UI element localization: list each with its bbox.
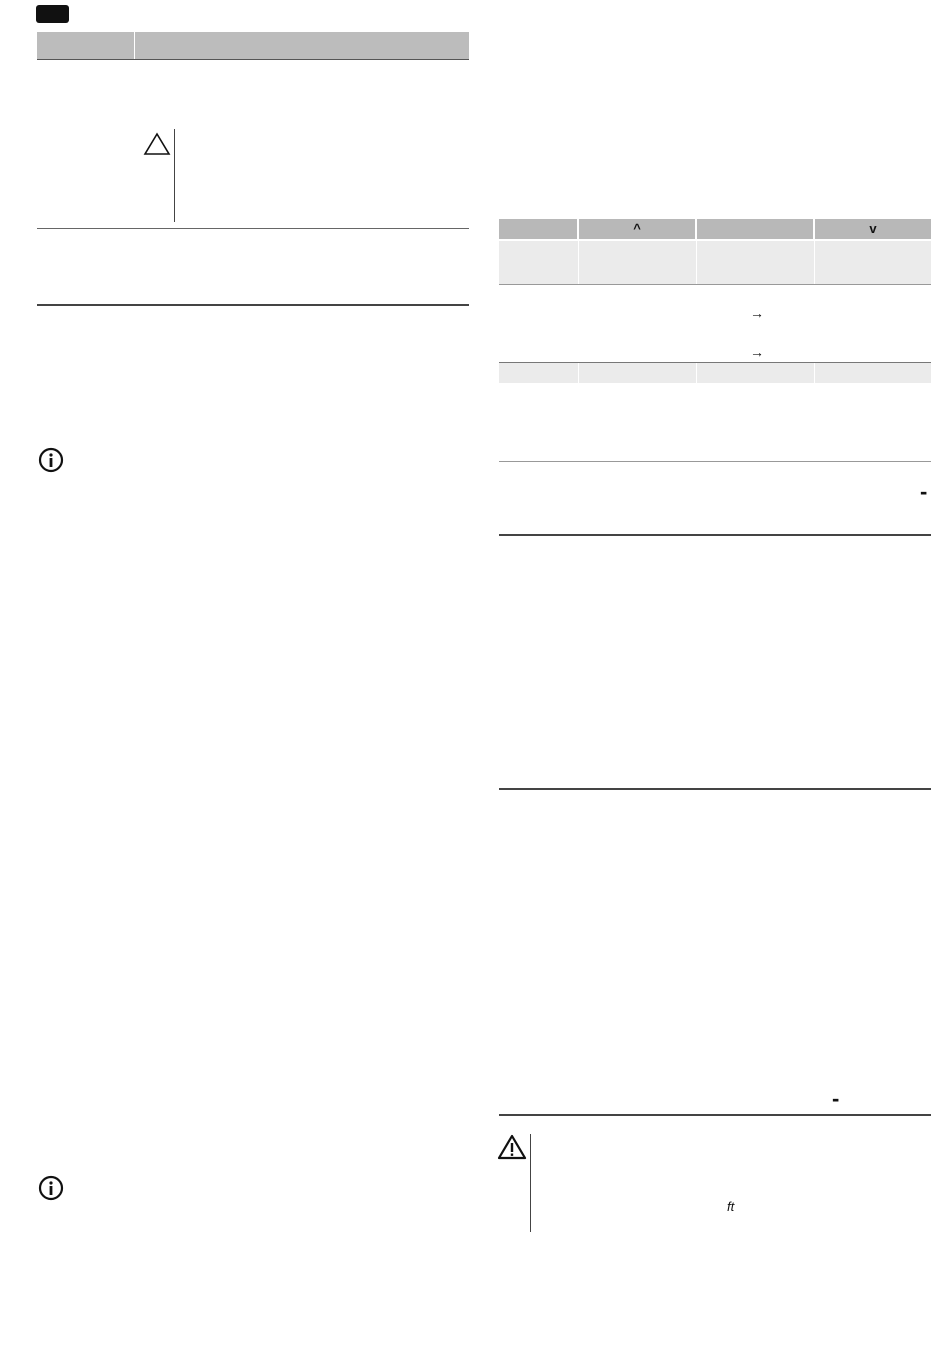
right-table-bottom [499,534,931,536]
arrow-right-icon: → [750,344,764,360]
info-icon-2 [38,1175,64,1201]
left-row-divider [37,228,469,229]
unit-text: ft [727,1199,735,1214]
col-divider [814,241,815,284]
right-table-row-line [499,362,931,363]
language-badge [36,5,69,23]
caution-bar [174,129,175,222]
right-table-row-line [499,284,931,285]
right-table-shaded-row [499,241,931,284]
right-table-row-line [499,461,931,462]
col-divider [814,363,815,383]
arrow-right-icon: → [750,305,764,321]
left-table-bottom [37,304,469,306]
right-section-divider-2 [499,1114,931,1116]
warning-icon [497,1134,527,1160]
col-divider [578,363,579,383]
warning-bar [530,1134,531,1232]
dash-mark-2: - [832,1086,840,1111]
right-section-divider [499,788,931,790]
col-divider [696,241,697,284]
left-table-header [37,32,469,60]
info-icon [38,447,64,473]
right-table-shaded-row-2 [499,363,931,383]
dash-mark: - [920,479,928,504]
left-table-header-divider [134,32,135,59]
right-table-header-cell-3 [697,219,813,239]
col-divider [578,241,579,284]
right-table-header-cell-2: ^ [579,219,695,239]
caution-icon [143,132,171,156]
right-table-header-cell-1 [499,219,577,239]
right-table-header-cell-4: v [815,219,931,239]
col-divider [696,363,697,383]
